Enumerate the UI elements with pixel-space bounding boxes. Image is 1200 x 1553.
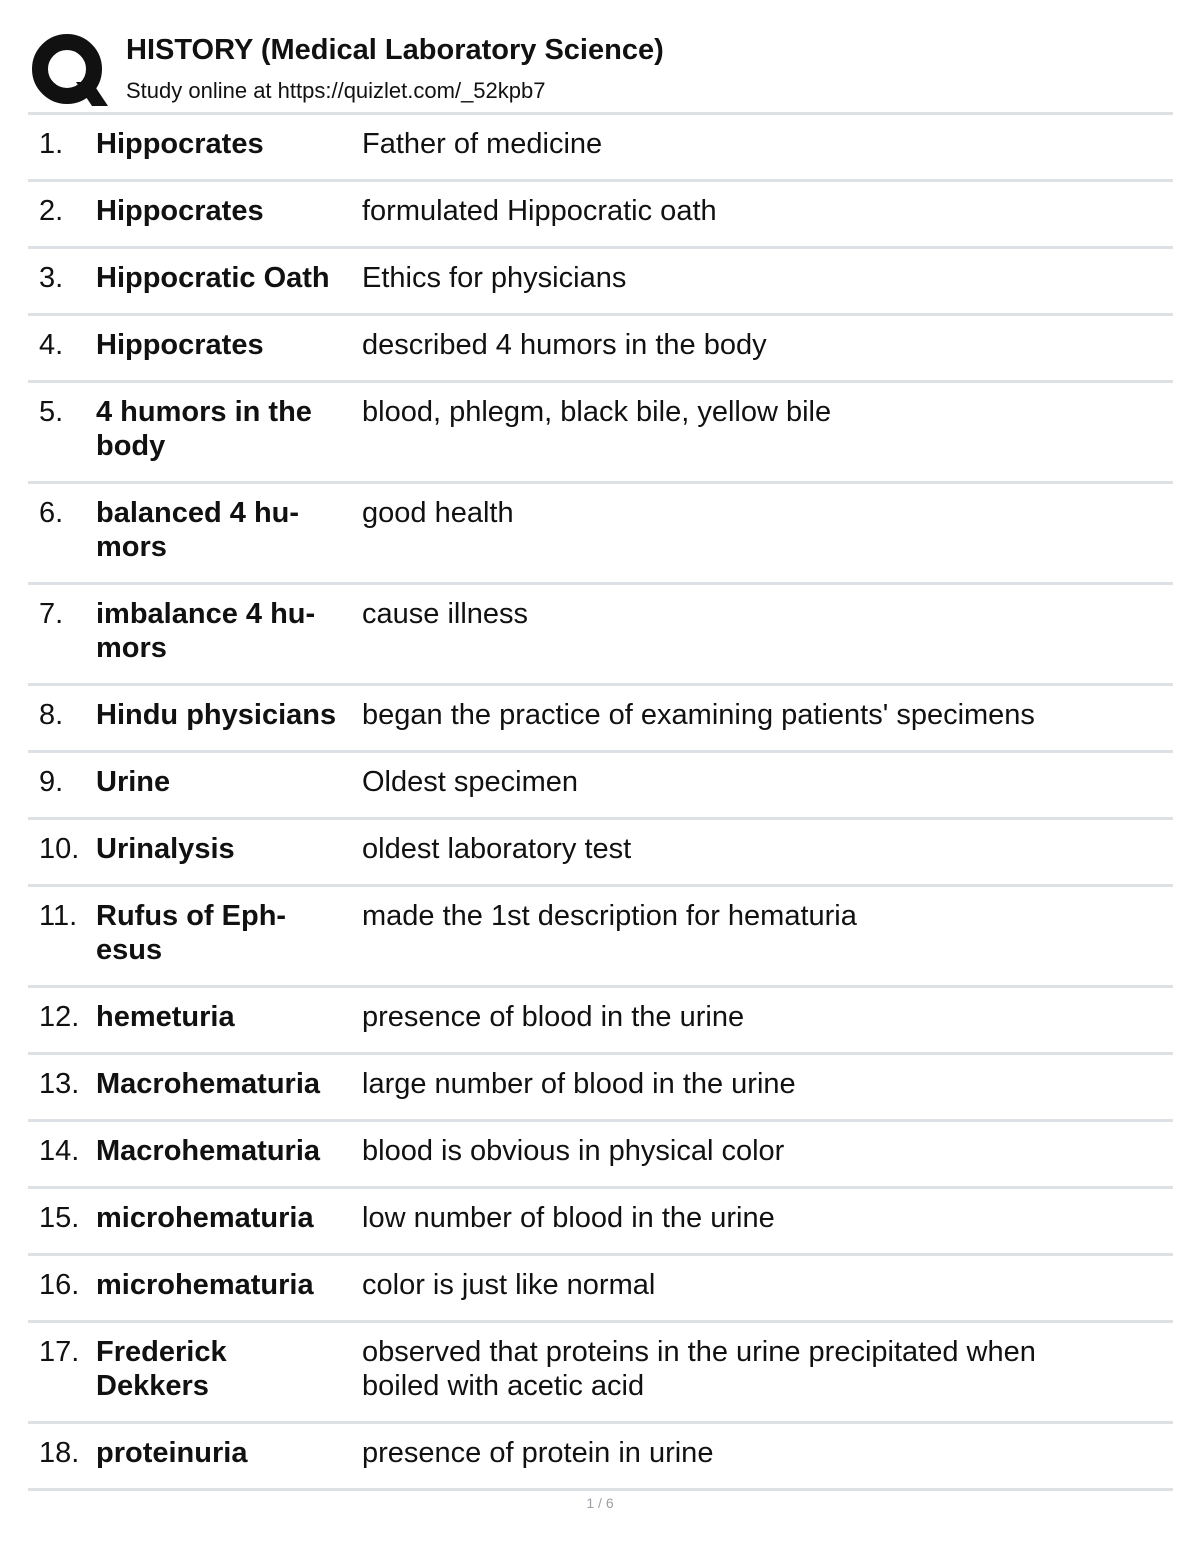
row-number: 13. — [39, 1068, 80, 1100]
term-text — [96, 496, 358, 564]
row-number: 4. — [39, 329, 64, 361]
row-number: 10. — [39, 833, 80, 865]
flashcard-row — [28, 1256, 1173, 1320]
flashcard-row — [28, 988, 1173, 1052]
flashcard-row — [28, 686, 1173, 750]
definition-line: blood is obvious in physical color — [362, 1135, 785, 1167]
definition-text — [362, 698, 1162, 732]
flashcard-list — [28, 112, 1173, 1491]
flashcard-row — [28, 249, 1173, 313]
definition-line: described 4 humors in the body — [362, 329, 767, 361]
definition-line: good health — [362, 497, 514, 529]
term-line: Hindu physicians — [96, 699, 337, 731]
flashcard-row — [28, 383, 1173, 481]
row-number: 16. — [39, 1269, 80, 1301]
page-number: 1 / 6 — [586, 1495, 614, 1511]
quizlet-q-logo-icon — [30, 32, 108, 110]
term-line: Hippocrates — [96, 195, 264, 227]
term-line: Macrohematuria — [96, 1135, 321, 1167]
row-number: 11. — [39, 900, 78, 932]
definition-line: color is just like normal — [362, 1269, 656, 1301]
term-line: esus — [96, 934, 163, 966]
term-text — [96, 1201, 358, 1235]
definition-text — [362, 1335, 1162, 1403]
definition-text — [362, 395, 1162, 429]
term-text — [96, 832, 358, 866]
definition-text — [362, 597, 1162, 631]
flashcard-row — [28, 316, 1173, 380]
term-line: microhematuria — [96, 1202, 314, 1234]
term-line: Hippocratic Oath — [96, 262, 330, 294]
term-line: microhematuria — [96, 1269, 314, 1301]
flashcard-row — [28, 182, 1173, 246]
flashcard-row — [28, 1122, 1173, 1186]
definition-line: observed that proteins in the urine precipitated when — [362, 1336, 1036, 1368]
row-number: 5. — [39, 396, 64, 428]
definition-line: Oldest specimen — [362, 766, 578, 798]
flashcard-row — [28, 115, 1173, 179]
flashcard-row — [28, 887, 1173, 985]
row-number: 12. — [39, 1001, 80, 1033]
term-line: Frederick — [96, 1336, 227, 1368]
definition-line: Ethics for physicians — [362, 262, 627, 294]
page-title: HISTORY (Medical Laboratory Science) — [126, 34, 664, 66]
term-line: Dekkers — [96, 1370, 209, 1402]
flashcard-row — [28, 484, 1173, 582]
term-line: Hippocrates — [96, 128, 264, 160]
flashcard-row — [28, 1055, 1173, 1119]
term-text — [96, 698, 358, 732]
term-text — [96, 328, 358, 362]
definition-line: formulated Hippocratic oath — [362, 195, 717, 227]
definition-line: cause illness — [362, 598, 529, 630]
definition-line: large number of blood in the urine — [362, 1068, 796, 1100]
definition-text — [362, 496, 1162, 530]
row-number: 15. — [39, 1202, 80, 1234]
flashcard-row — [28, 585, 1173, 683]
definition-line: blood, phlegm, black bile, yellow bile — [362, 396, 832, 428]
definition-text — [362, 1067, 1162, 1101]
definition-text — [362, 328, 1162, 362]
row-number: 8. — [39, 699, 64, 731]
definition-text — [362, 1000, 1162, 1034]
row-number: 17. — [39, 1336, 80, 1368]
row-number: 6. — [39, 497, 64, 529]
flashcard-row — [28, 1424, 1173, 1488]
definition-line: low number of blood in the urine — [362, 1202, 775, 1234]
definition-text — [362, 1436, 1162, 1470]
term-line: 4 humors in the — [96, 396, 312, 428]
term-line: Macrohematuria — [96, 1068, 321, 1100]
term-line: Rufus of Eph- — [96, 900, 287, 932]
term-text — [96, 194, 358, 228]
flashcard-row — [28, 820, 1173, 884]
study-online-link[interactable]: Study online at https://quizlet.com/_52kpb7 — [126, 78, 546, 103]
row-number: 14. — [39, 1135, 80, 1167]
definition-text — [362, 1134, 1162, 1168]
term-line: imbalance 4 hu- — [96, 598, 316, 630]
term-text — [96, 899, 358, 967]
definition-line: presence of protein in urine — [362, 1437, 714, 1469]
term-line: Urinalysis — [96, 833, 235, 865]
term-line: Hippocrates — [96, 329, 264, 361]
term-text — [96, 395, 358, 463]
definition-line: Father of medicine — [362, 128, 603, 160]
definition-text — [362, 1201, 1162, 1235]
term-line: mors — [96, 531, 167, 563]
term-text — [96, 1000, 358, 1034]
term-text — [96, 1335, 358, 1403]
flashcard-row — [28, 1323, 1173, 1421]
definition-line: began the practice of examining patients' specimens — [362, 699, 1035, 731]
page-header — [30, 28, 1172, 112]
row-number: 2. — [39, 195, 64, 227]
flashcard-row — [28, 1189, 1173, 1253]
row-divider — [28, 1488, 1173, 1491]
row-number: 18. — [39, 1437, 80, 1469]
term-line: balanced 4 hu- — [96, 497, 300, 529]
definition-line: boiled with acetic acid — [362, 1370, 645, 1402]
definition-text — [362, 765, 1162, 799]
term-text — [96, 597, 358, 665]
term-text — [96, 1436, 358, 1470]
term-text — [96, 261, 358, 295]
row-number: 9. — [39, 766, 64, 798]
term-line: hemeturia — [96, 1001, 235, 1033]
definition-text — [362, 194, 1162, 228]
row-number: 7. — [39, 598, 64, 630]
term-text — [96, 765, 358, 799]
definition-line: oldest laboratory test — [362, 833, 632, 865]
definition-text — [362, 261, 1162, 295]
definition-text — [362, 899, 1162, 933]
term-text — [96, 1268, 358, 1302]
definition-text — [362, 1268, 1162, 1302]
flashcard-row — [28, 753, 1173, 817]
term-text — [96, 127, 358, 161]
definition-text — [362, 127, 1162, 161]
term-text — [96, 1134, 358, 1168]
row-number: 1. — [39, 128, 64, 160]
term-text — [96, 1067, 358, 1101]
definition-text — [362, 832, 1162, 866]
definition-line: made the 1st description for hematuria — [362, 900, 857, 932]
term-line: mors — [96, 632, 167, 664]
term-line: body — [96, 430, 166, 462]
term-line: Urine — [96, 766, 171, 798]
term-line: proteinuria — [96, 1437, 248, 1469]
row-number: 3. — [39, 262, 64, 294]
definition-line: presence of blood in the urine — [362, 1001, 745, 1033]
